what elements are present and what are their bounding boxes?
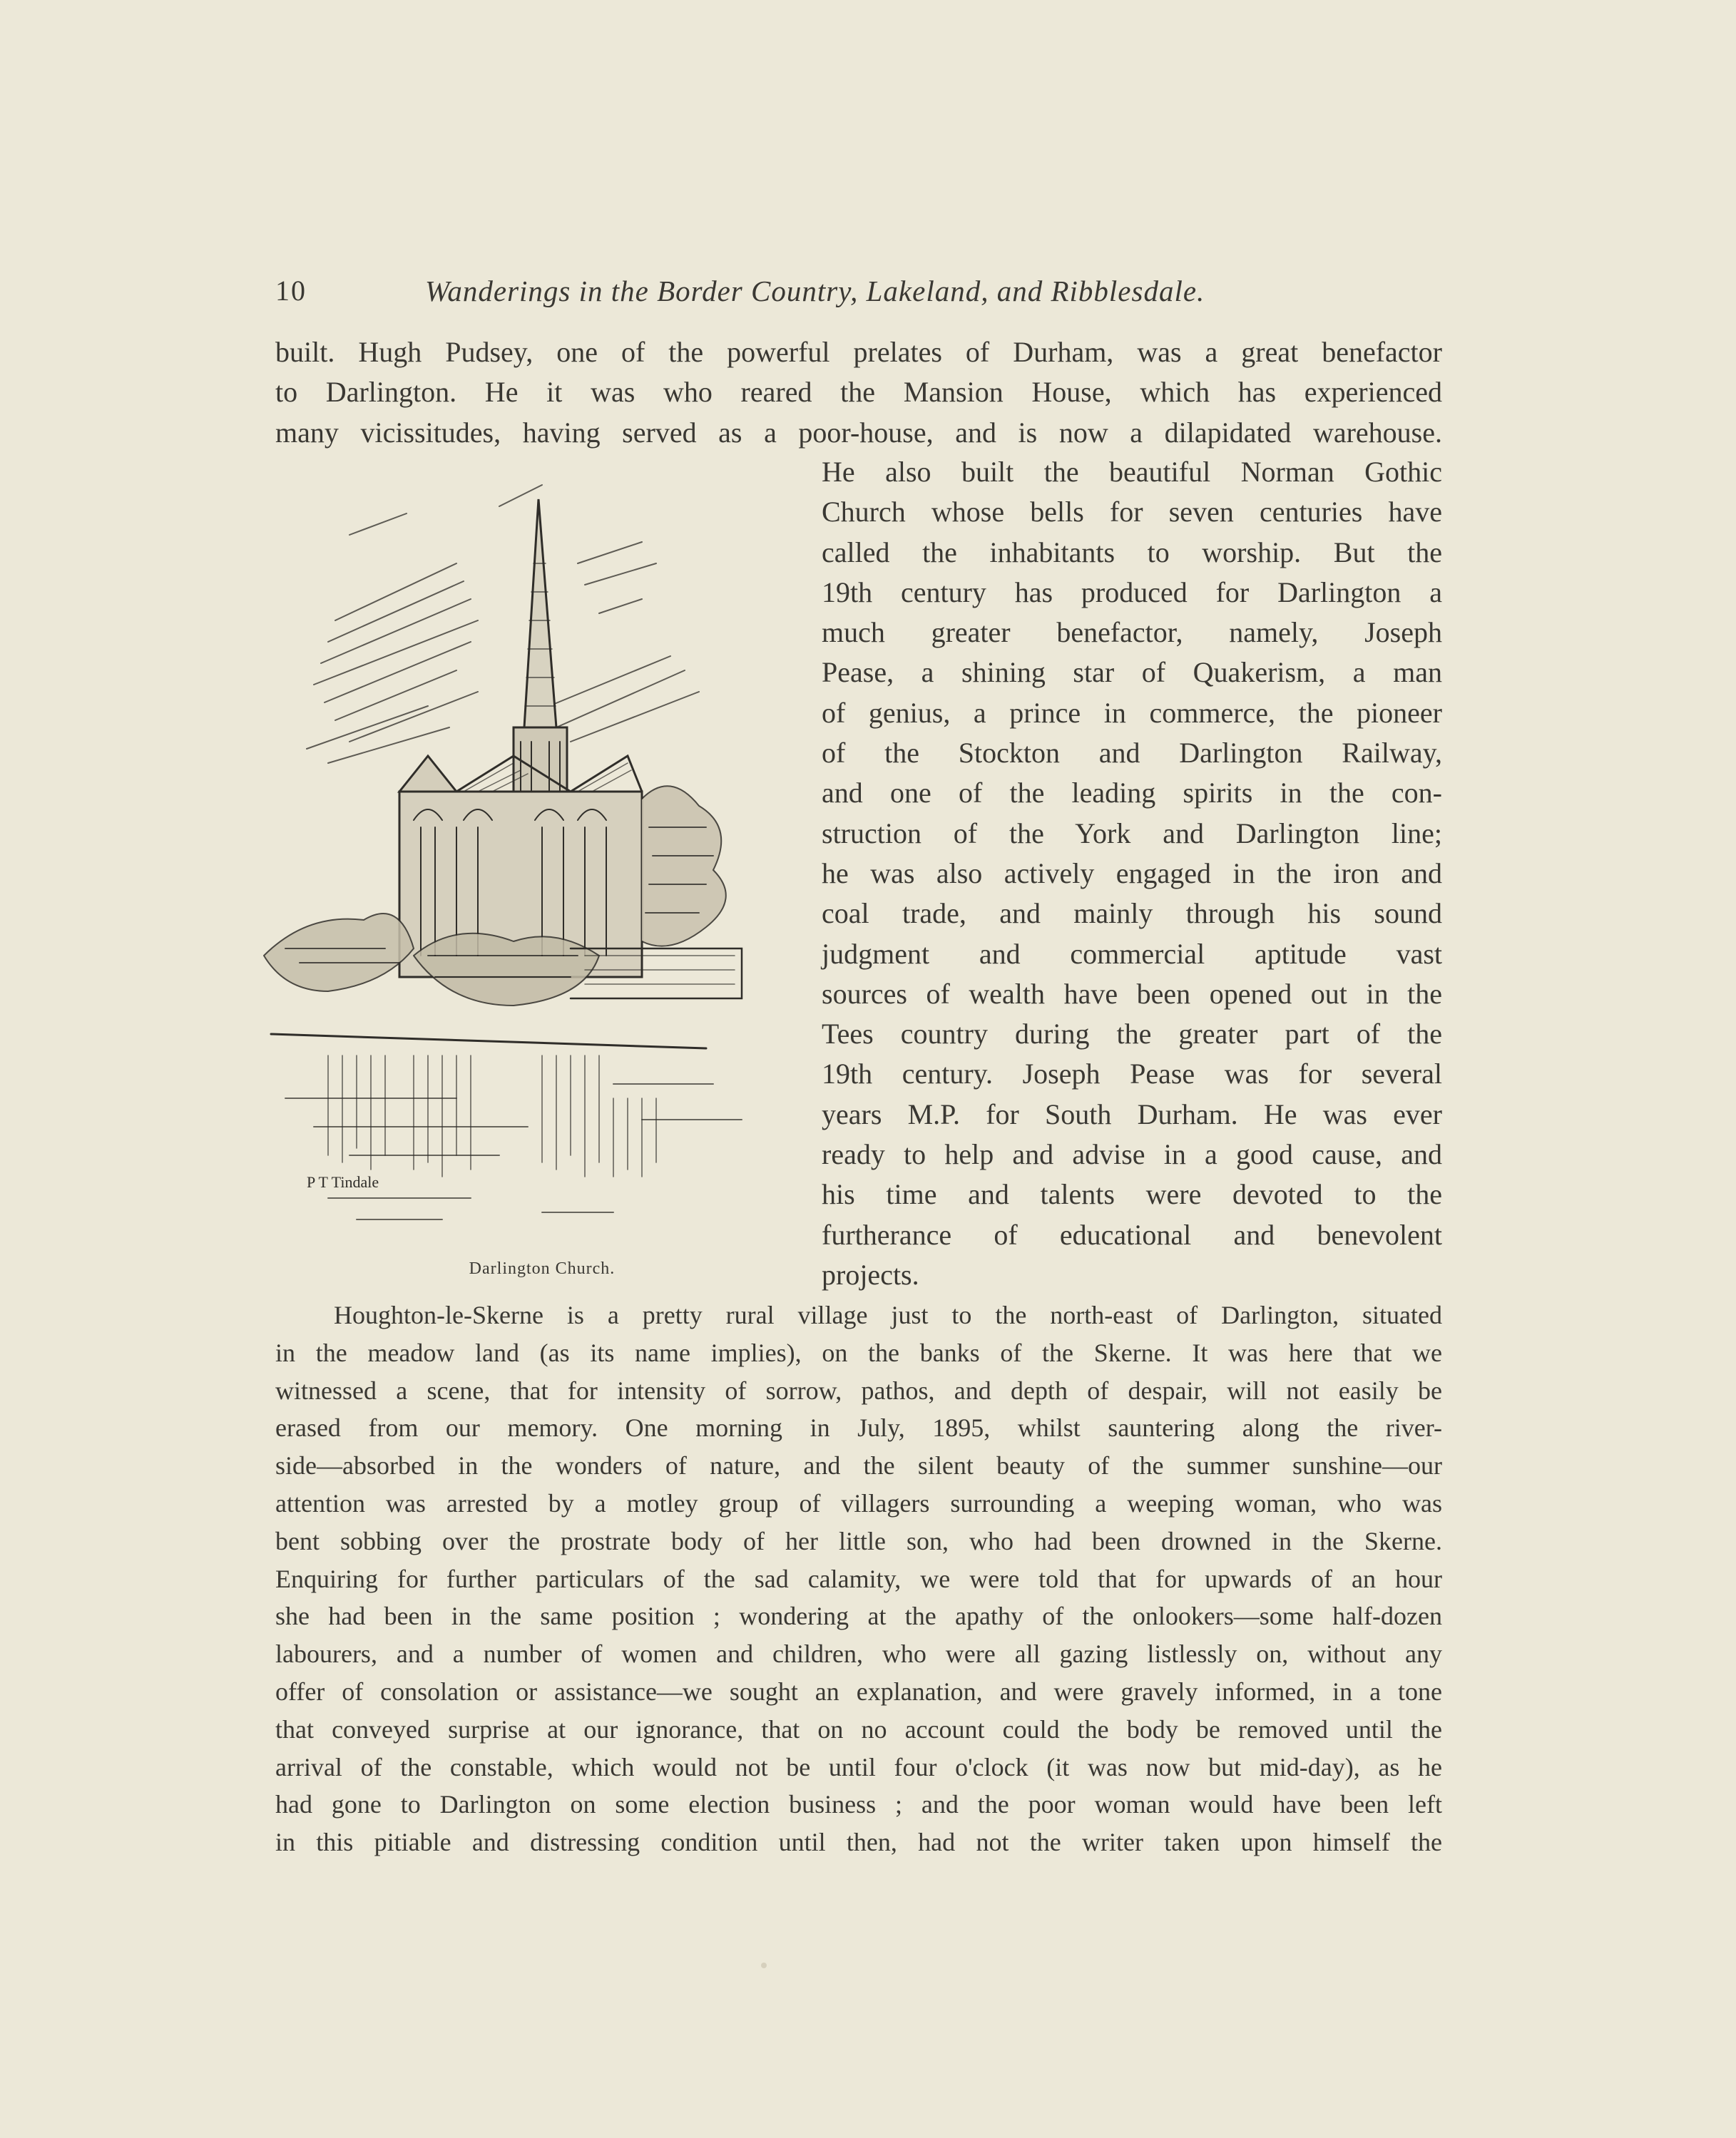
text-line: projects. xyxy=(822,1258,919,1291)
text-line: bent sobbing over the prostrate body of her little son, who had been drowned in the Skerne. xyxy=(275,1526,1442,1555)
text-line: in the meadow land (as its name implies), on the banks of the Skerne. It was here that we xyxy=(275,1338,1442,1367)
text-line: much greater benefactor, namely, Joseph xyxy=(822,616,1442,649)
text-line: 19th century. Joseph Pease was for several xyxy=(822,1058,1442,1090)
text-line: to Darlington. He it was who reared the Mansion House, which has experienced xyxy=(275,376,1442,409)
text-line: erased from our memory. One morning in July, 1895, whilst sauntering along the river- xyxy=(275,1413,1442,1443)
text-line: struction of the York and Darlington line; xyxy=(822,817,1442,849)
text-line: arrival of the constable, which would not be until four o'clock (it was now but mid-day), as he xyxy=(275,1752,1442,1781)
running-head xyxy=(275,274,1445,317)
text-line: many vicissitudes, having served as a poor-house, and is now a dilapidated warehouse. xyxy=(275,416,1442,449)
text-line: he was also actively engaged in the iron and xyxy=(822,856,1442,889)
page-number: 10 xyxy=(275,275,307,307)
text-line: in this pitiable and distressing condition until then, had not the writer taken upon himself the xyxy=(275,1828,1442,1857)
wrapped-paragraph xyxy=(822,452,1442,1295)
text-line: coal trade, and mainly through his sound xyxy=(822,897,1442,930)
text-line: furtherance of educational and benevolent xyxy=(822,1218,1442,1251)
figure-caption: Darlington Church. xyxy=(469,1259,616,1278)
text-line: judgment and commercial aptitude vast xyxy=(822,937,1442,970)
text-line: his time and talents were devoted to the xyxy=(822,1178,1442,1211)
text-line: of the Stockton and Darlington Railway, xyxy=(822,737,1442,769)
text-line: attention was arrested by a motley group of villagers surrounding a weeping woman, who was xyxy=(275,1488,1442,1518)
text-line: sources of wealth have been opened out in the xyxy=(822,977,1442,1010)
text-line: years M.P. for South Durham. He was ever xyxy=(822,1098,1442,1130)
text-line: witnessed a scene, that for intensity of sorrow, pathos, and depth of despair, will not easily be xyxy=(275,1376,1442,1405)
text-line: called the inhabitants to worship. But the xyxy=(822,536,1442,568)
text-line: that conveyed surprise at our ignorance, that on no account could the body be removed until the xyxy=(275,1714,1442,1744)
illustrator-signature: P T Tindale xyxy=(307,1173,379,1191)
text-line: of genius, a prince in commerce, the pioneer xyxy=(822,696,1442,729)
text-line: Tees country during the greater part of the xyxy=(822,1018,1442,1050)
text-line: side—absorbed in the wonders of nature, and the silent beauty of the summer sunshine—our xyxy=(275,1451,1442,1480)
text-line: Church whose bells for seven centuries have xyxy=(822,496,1442,528)
text-line: labourers, and a number of women and children, who were all gazing listlessly on, without any xyxy=(275,1640,1442,1669)
top-paragraph xyxy=(275,332,1442,453)
text-line: He also built the beautiful Norman Gothic xyxy=(822,456,1442,488)
text-line: ready to help and advise in a good cause, and xyxy=(822,1138,1442,1171)
text-line: Houghton-le-Skerne is a pretty rural village just to the north-east of Darlington, situated xyxy=(334,1301,1442,1329)
bottom-paragraph xyxy=(275,1296,1442,1861)
text-line: had gone to Darlington on some election business ; and the poor woman would have been left xyxy=(275,1790,1442,1819)
text-line: Pease, a shining star of Quakerism, a man xyxy=(822,656,1442,689)
church-illustration xyxy=(242,456,813,1298)
text-line: built. Hugh Pudsey, one of the powerful prelates of Durham, was a great benefactor xyxy=(275,336,1442,368)
text-line: 19th century has produced for Darlington a xyxy=(822,576,1442,608)
running-title: Wanderings in the Border Country, Lakeland, and Ribblesdale. xyxy=(425,275,1205,307)
text-line: and one of the leading spirits in the con- xyxy=(822,777,1442,809)
text-line: offer of consolation or assistance—we sought an explanation, and were gravely informed, in a tone xyxy=(275,1677,1442,1706)
church-engraving xyxy=(242,456,813,1248)
text-line: she had been in the same position ; wondering at the apathy of the onlookers—some half-dozen xyxy=(275,1602,1442,1631)
text-line: Enquiring for further particulars of the sad calamity, we were told that for upwards of an hour xyxy=(275,1564,1442,1593)
paper-speck xyxy=(761,1963,767,1968)
